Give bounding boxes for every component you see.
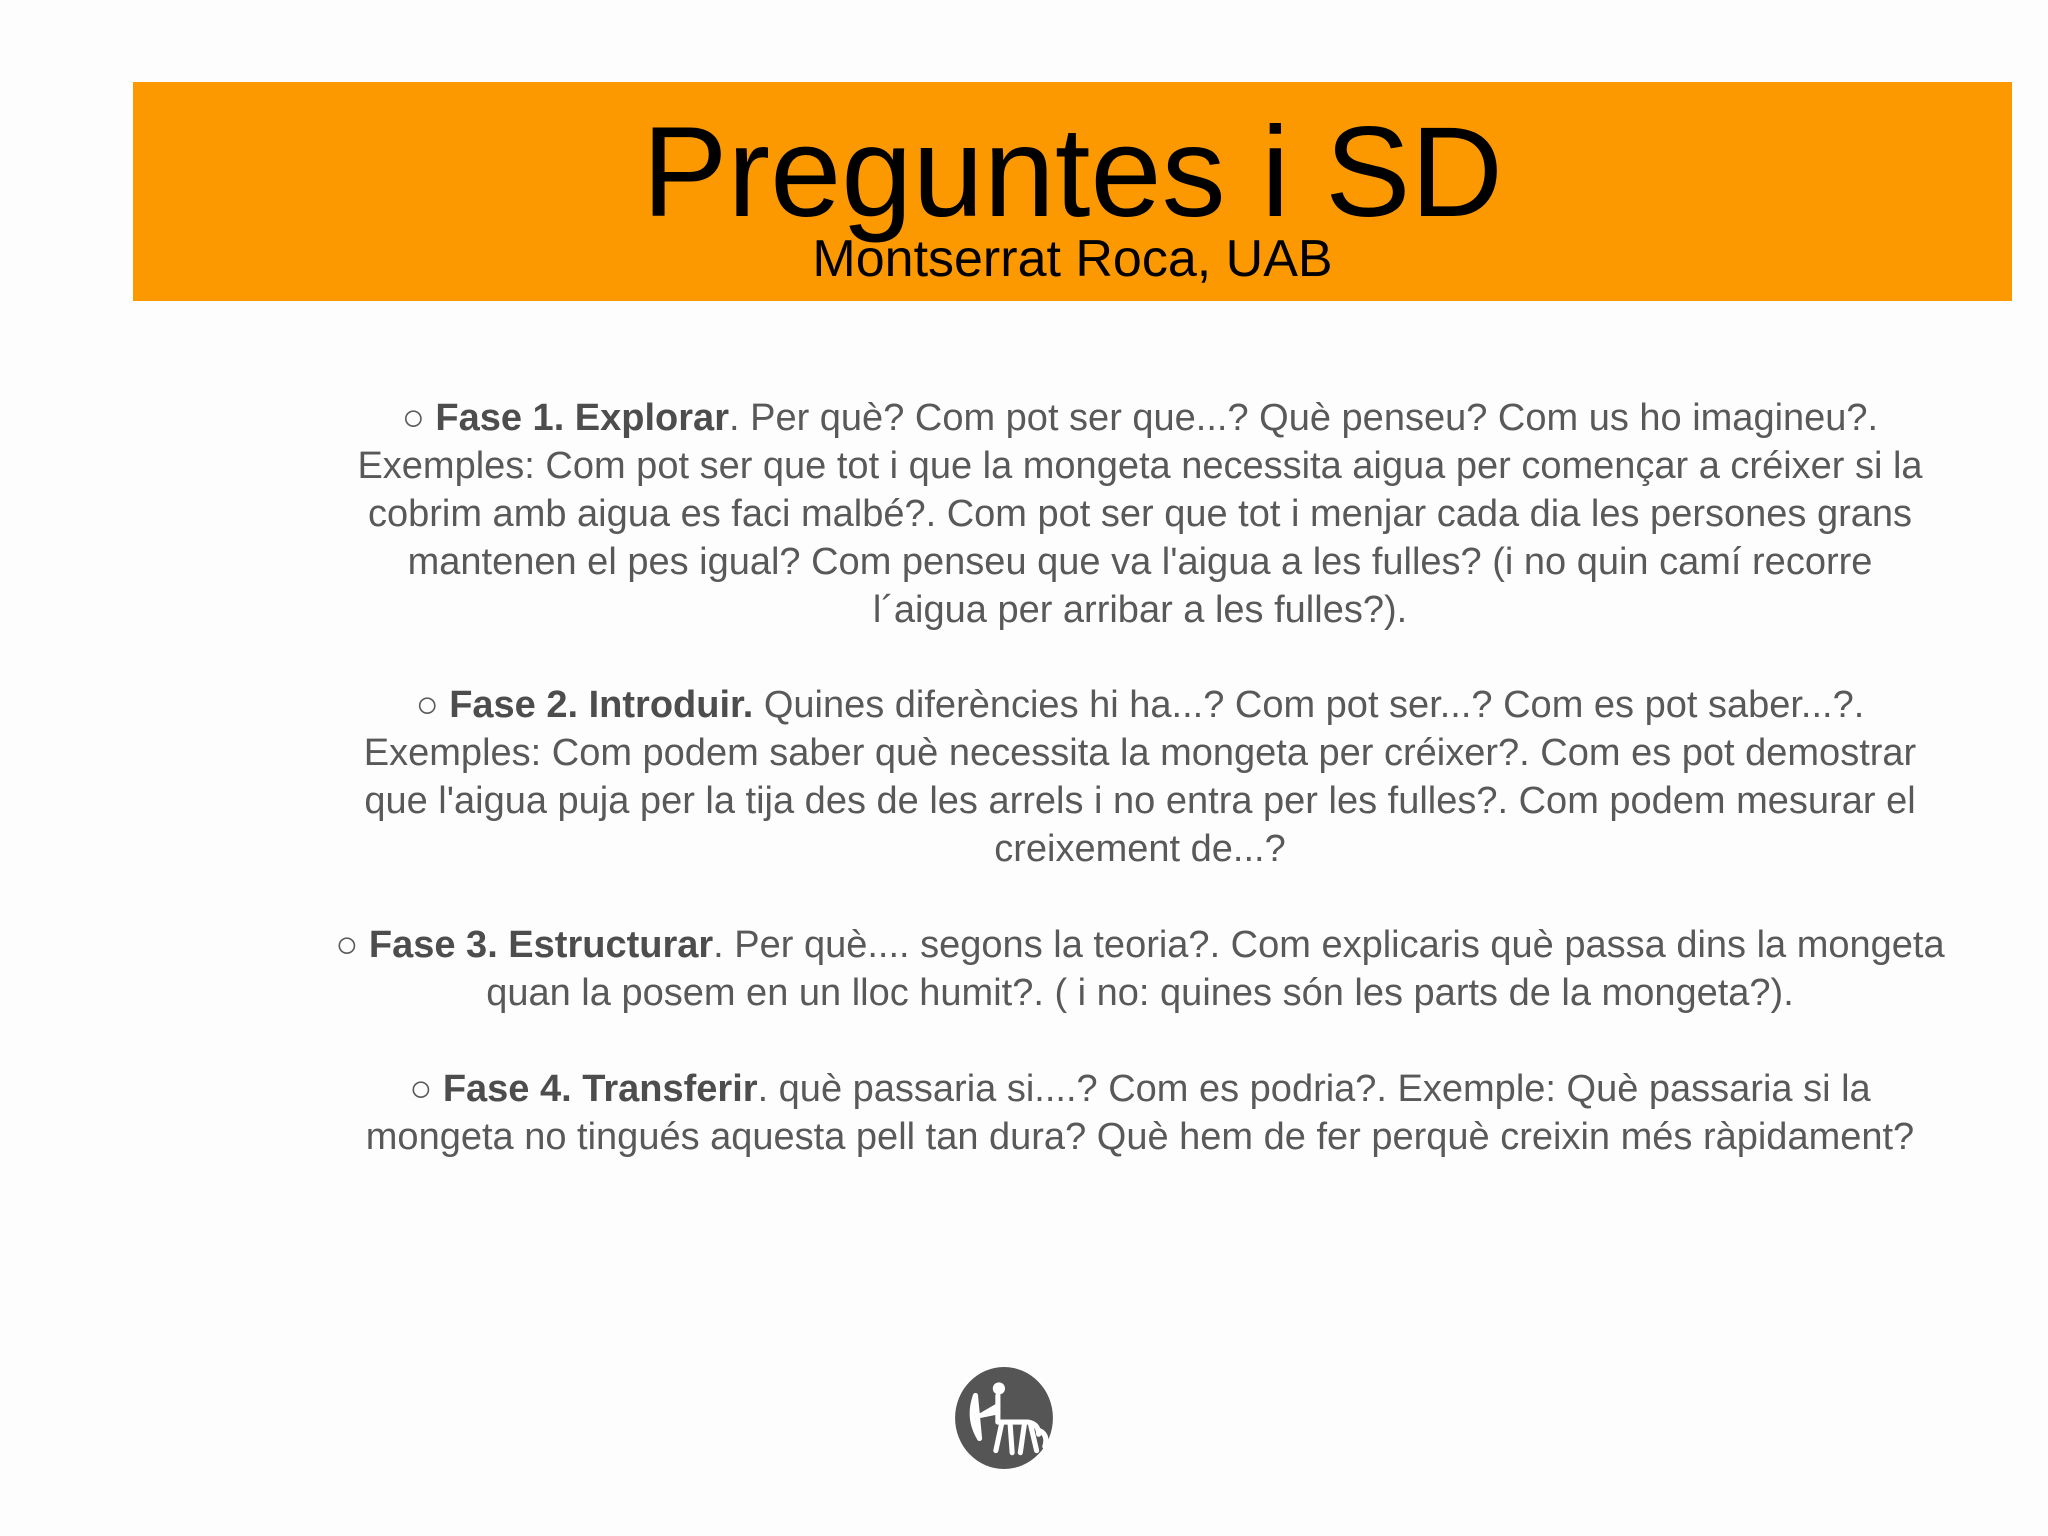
phase-2-line-1: ○ Fase 2. Introduir. Quines diferències hi ha...? Com pot ser...? Com es pot saber...?. (415, 684, 1865, 726)
phase-1-line-2: Exemples: Com pot ser que tot i que la mongeta necessita aigua per començar a créixer si la (357, 445, 1923, 487)
phase-2-line-4: creixement de...? (994, 828, 1286, 870)
phase-4-label: Fase 4. Transferir (442, 1068, 758, 1110)
phase-3-line-1: ○ Fase 3. Estructurar. Per què.... segons la teoria?. Com explicaris què passa dins la mongeta (335, 924, 1945, 966)
bullet-icon: ○ (409, 1068, 433, 1110)
phase-4-paragraph (240, 1065, 2040, 1161)
title-banner (133, 82, 2012, 301)
phase-1-paragraph (240, 394, 2040, 634)
phase-4-line-1: ○ Fase 4. Transferir. què passaria si....? Com es podria?. Exemple: Què passaria si la (409, 1068, 1871, 1110)
phase-1-line-5: l´aigua per arribar a les fulles?). (872, 589, 1408, 631)
phase-2-line-2: Exemples: Com podem saber què necessita la mongeta per créixer?. Com es pot demostrar (363, 732, 1917, 774)
phase-3-line-2: quan la posem en un lloc humit?. ( i no: quines són les parts de la mongeta?). (486, 972, 1794, 1014)
phase-3-paragraph (240, 921, 2040, 1017)
bullet-icon: ○ (415, 684, 439, 726)
phase-2-line-3: que l'aigua puja per la tija des de les arrels i no entra per les fulles?. Com podem mesurar el (364, 780, 1916, 822)
phase-1-line-3: cobrim amb aigua es faci malbé?. Com pot ser que tot i menjar cada dia les persones grans (367, 493, 1912, 535)
centaur-archer-icon (953, 1365, 1055, 1471)
bullet-icon: ○ (335, 924, 359, 966)
phase-4-line-2: mongeta no tingués aquesta pell tan dura? Què hem de fer perquè creixin més ràpidament? (365, 1116, 1915, 1158)
phase-2-label: Fase 2. Introduir. (449, 684, 754, 726)
page-title: Preguntes i SD (642, 101, 1503, 244)
bullet-icon: ○ (401, 397, 425, 439)
phase-3-label: Fase 3. Estructurar (368, 924, 714, 966)
page-subtitle: Montserrat Roca, UAB (812, 230, 1333, 288)
phase-1-line-4: mantenen el pes igual? Com penseu que va l'aigua a les fulles? (i no quin camí recorre (407, 541, 1873, 583)
phase-2-paragraph (240, 681, 2040, 873)
phase-1-label: Fase 1. Explorar (435, 397, 729, 439)
phase-1-line-1: ○ Fase 1. Explorar. Per què? Com pot ser que...? Què penseu? Com us ho imagineu?. (401, 397, 1879, 439)
